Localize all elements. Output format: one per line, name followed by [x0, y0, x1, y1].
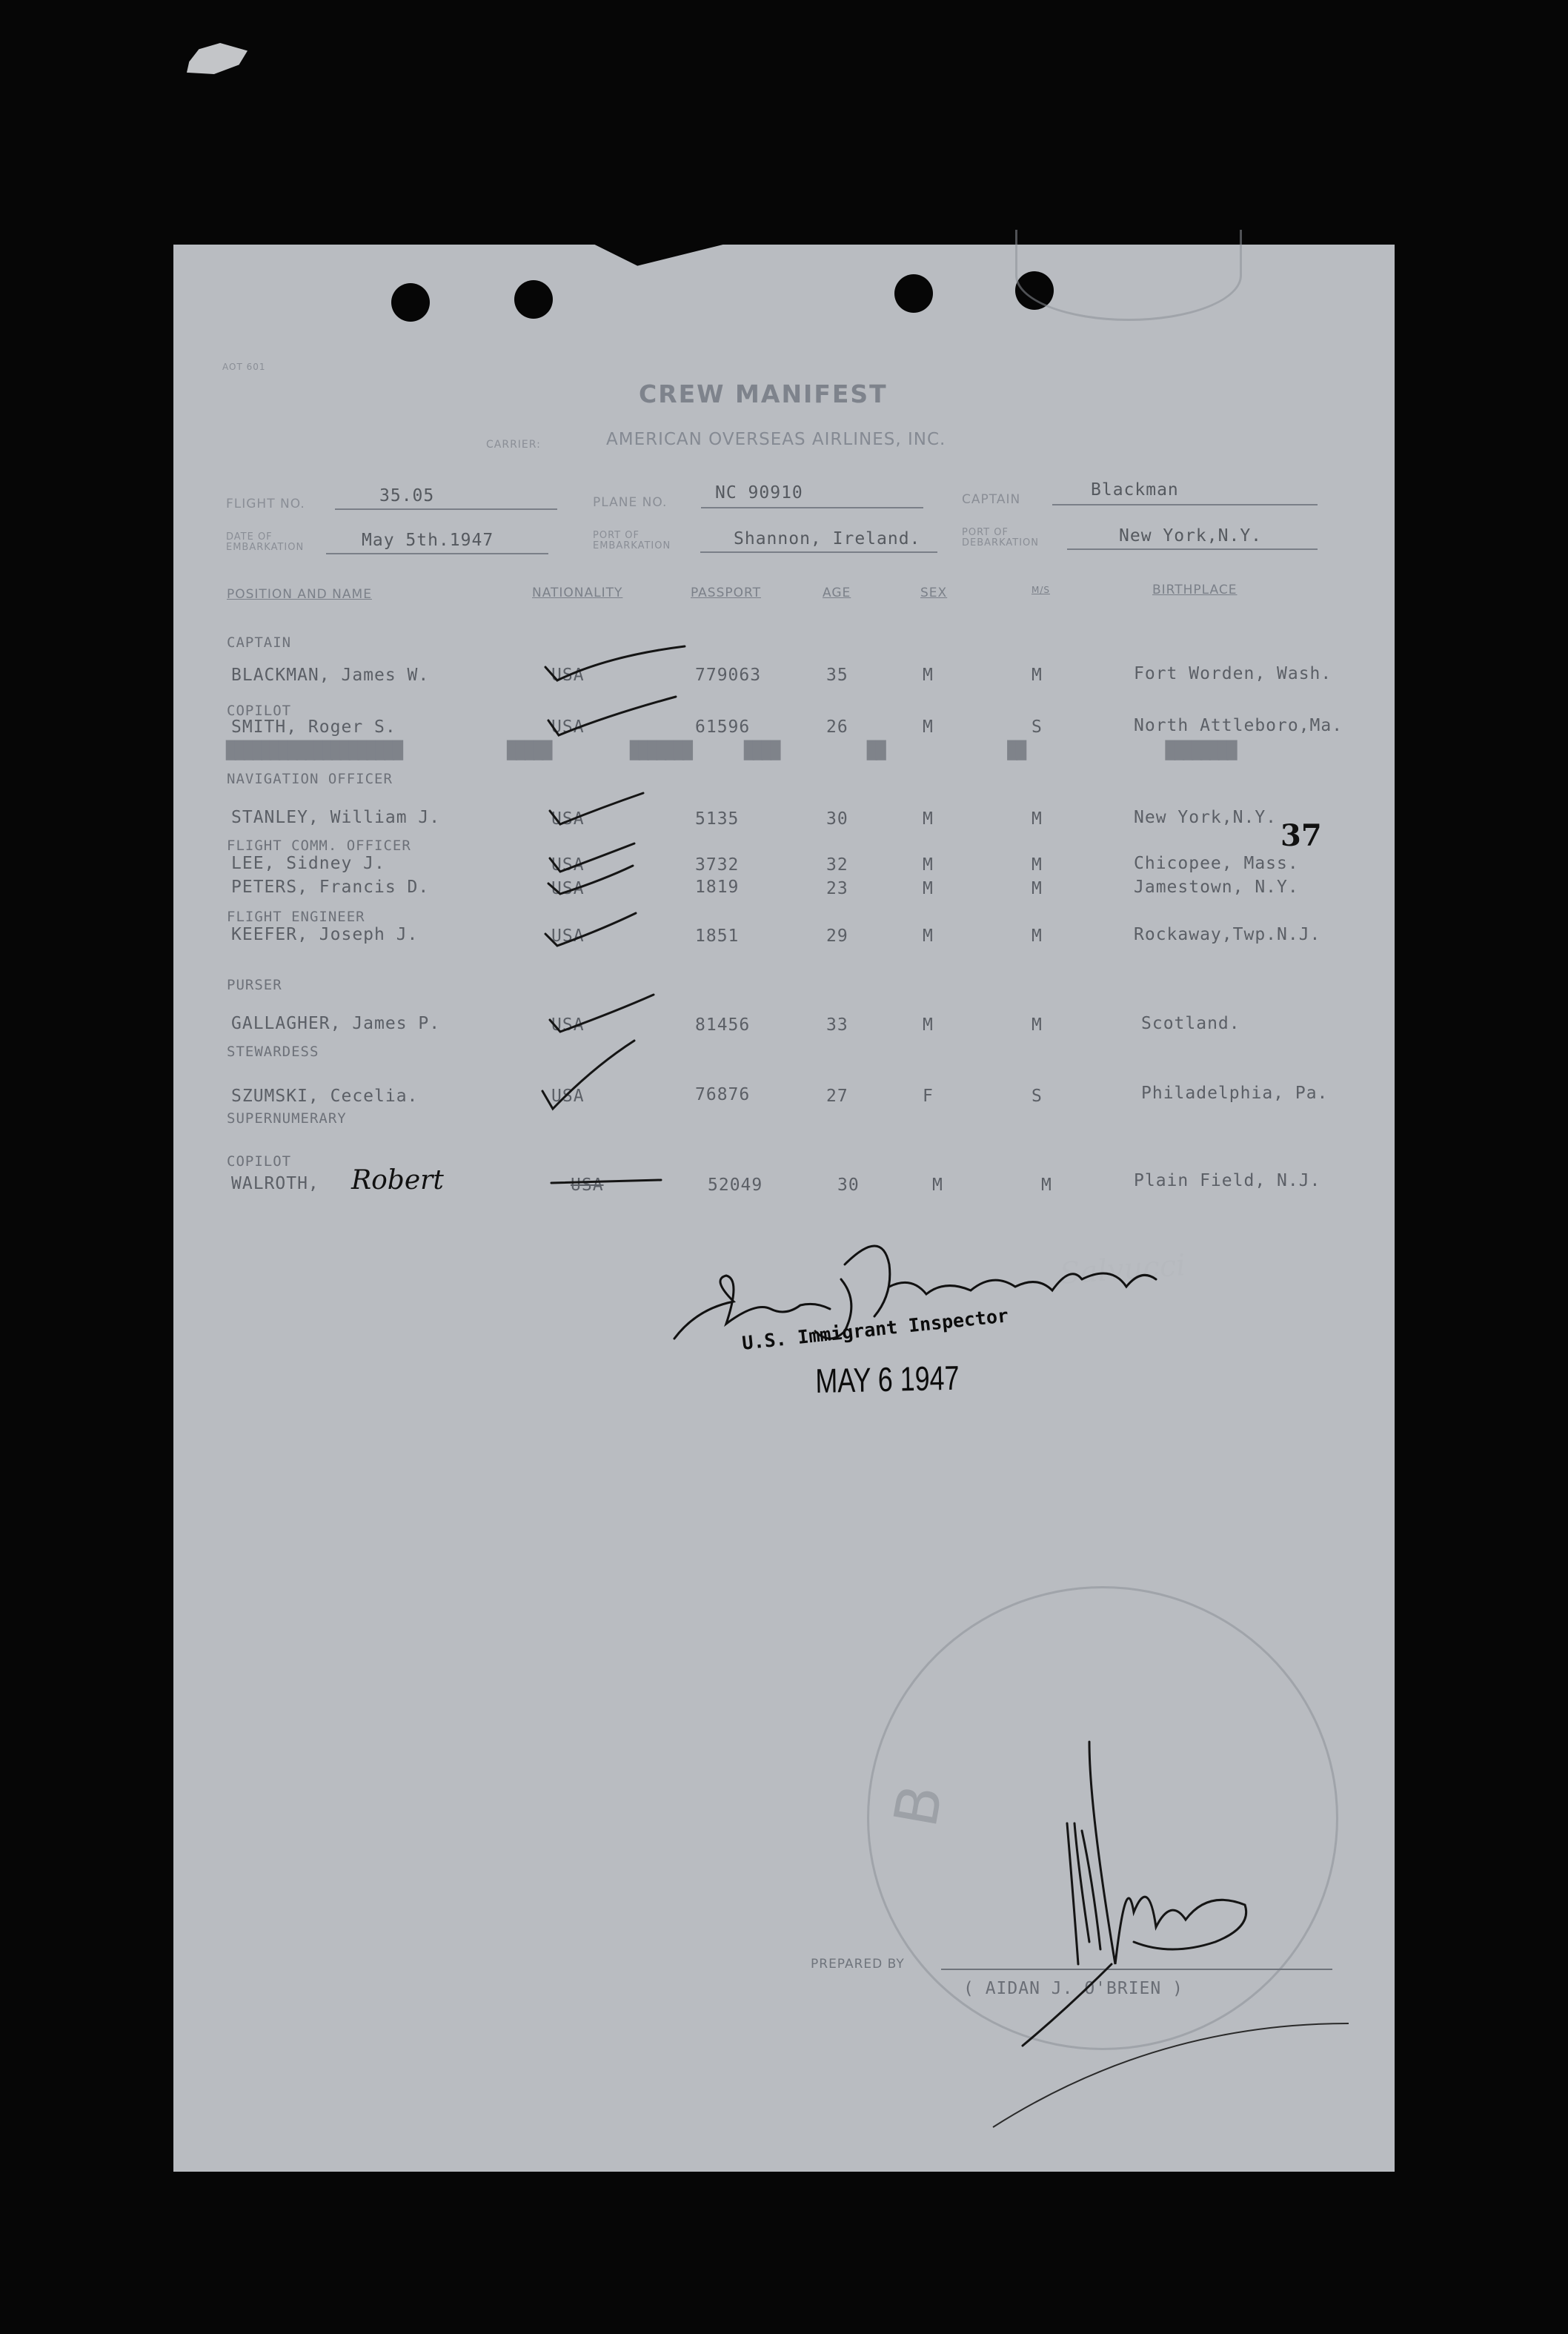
port-debarkation: New York,N.Y.	[1119, 526, 1263, 546]
crew-nationality: USA	[551, 855, 585, 875]
checkmark	[550, 995, 654, 1032]
crew-name: PETERS, Francis D.	[231, 878, 430, 897]
crossout-line	[551, 1180, 661, 1183]
manifest-title: CREW MANIFEST	[639, 379, 888, 408]
captain-name: Blackman	[1091, 480, 1179, 500]
section-supernumerary: SUPERNUMERARY	[227, 1110, 347, 1127]
crew-marital: S	[1032, 717, 1043, 737]
crew-passport: 1819	[695, 878, 740, 897]
crew-name: LEE, Sidney J.	[231, 854, 385, 873]
crew-name: GALLAGHER, James P.	[231, 1014, 441, 1033]
crew-name: KEEFER, Joseph J.	[231, 925, 419, 944]
port-debarkation-label: PORT OF DEBARKATION	[962, 527, 1039, 548]
carrier-name: AMERICAN OVERSEAS AIRLINES, INC.	[606, 430, 946, 449]
section-flight-comm: FLIGHT COMM. OFFICER	[227, 838, 411, 854]
crew-age: 33	[826, 1015, 848, 1035]
crew-passport: 52049	[708, 1176, 763, 1195]
crew-passport: 81456	[695, 1015, 751, 1035]
crew-marital: M	[1041, 1176, 1052, 1195]
crew-marital: M	[1032, 666, 1043, 685]
crew-sex: M	[923, 879, 934, 898]
crew-age: 23	[826, 879, 848, 898]
stamp-date: MAY 6 1947	[815, 1358, 960, 1400]
checkmark	[545, 913, 636, 946]
crew-sex: M	[923, 809, 934, 829]
crew-nationality: USA	[551, 879, 585, 898]
crew-passport: 76876	[695, 1085, 751, 1104]
crew-passport: 1851	[695, 926, 740, 946]
section-copilot: COPILOT	[227, 703, 292, 719]
plane-number: NC 90910	[715, 483, 803, 503]
page-number: 37	[1280, 818, 1322, 853]
prepared-label: PREPARED BY	[811, 1957, 905, 1972]
col-sex: SEX	[920, 586, 948, 600]
crew-marital: M	[1032, 926, 1043, 946]
prepared-name: ( AIDAN J. O'BRIEN )	[963, 1979, 1183, 1998]
crew-name: STANLEY, William J.	[231, 808, 441, 827]
checkmark	[550, 793, 643, 824]
crew-sex: M	[923, 717, 934, 737]
crew-name: BLACKMAN, James W.	[231, 666, 430, 685]
crew-marital: M	[1032, 809, 1043, 829]
section-purser: PURSER	[227, 977, 282, 993]
crew-birthplace: Plain Field, N.J.	[1134, 1171, 1321, 1190]
crew-sex: M	[923, 855, 934, 875]
crew-age: 30	[837, 1176, 860, 1195]
ink-scrawl	[963, 2001, 1378, 2135]
crew-marital: S	[1032, 1087, 1043, 1106]
captain-label: CAPTAIN	[962, 492, 1021, 507]
crew-age: 26	[826, 717, 848, 737]
crew-sex: M	[923, 926, 934, 946]
col-marital: M/S	[1032, 585, 1051, 595]
form-code: AOT 601	[222, 362, 266, 372]
crew-name: WALROTH,	[231, 1174, 319, 1193]
struck-out-row: ████████████████████ █████ ███████ ████ ██ ██ ████████	[226, 741, 1236, 760]
crew-sex: M	[923, 666, 934, 685]
plane-label: PLANE NO.	[593, 495, 668, 510]
crew-age: 29	[826, 926, 848, 946]
crew-age: 32	[826, 855, 848, 875]
section-flight-engineer: FLIGHT ENGINEER	[227, 909, 365, 925]
crew-age: 35	[826, 666, 848, 685]
carrier-label: CARRIER:	[486, 439, 541, 451]
col-passport: PASSPORT	[691, 586, 761, 600]
crew-passport: 3732	[695, 855, 740, 875]
section-copilot-2: COPILOT	[227, 1153, 292, 1170]
crew-name: SMITH, Roger S.	[231, 717, 396, 737]
crew-nationality: USA	[551, 1087, 585, 1106]
crew-birthplace: New York,N.Y.	[1134, 808, 1278, 827]
handwritten-name: Robert	[351, 1165, 444, 1196]
col-position: POSITION AND NAME	[227, 587, 372, 602]
crew-age: 30	[826, 809, 848, 829]
flight-label: FLIGHT NO.	[226, 497, 305, 511]
crew-birthplace: Chicopee, Mass.	[1134, 854, 1299, 873]
checkmark	[548, 866, 633, 894]
crew-birthplace: Fort Worden, Wash.	[1134, 664, 1332, 683]
crew-birthplace: Jamestown, N.Y.	[1134, 878, 1299, 897]
checkmark	[542, 1041, 634, 1109]
crew-passport: 779063	[695, 666, 762, 685]
crew-passport: 61596	[695, 717, 751, 737]
date-label: DATE OF EMBARKATION	[226, 531, 305, 553]
checkmark	[550, 843, 634, 872]
crew-nationality: USA	[551, 717, 585, 737]
col-nationality: NATIONALITY	[532, 586, 623, 600]
crew-nationality: USA	[551, 666, 585, 685]
crew-sex: M	[923, 1015, 934, 1035]
crew-nationality: USA	[571, 1176, 604, 1195]
crew-marital: M	[1032, 1015, 1043, 1035]
crew-nationality: USA	[551, 809, 585, 829]
crew-name: SZUMSKI, Cecelia.	[231, 1087, 419, 1106]
flight-number: 35.05	[379, 486, 435, 505]
section-navigation: NAVIGATION OFFICER	[227, 771, 393, 787]
col-age: AGE	[823, 586, 851, 600]
crew-birthplace: North Attleboro,Ma.	[1134, 716, 1343, 735]
port-embarkation: Shannon, Ireland.	[734, 529, 921, 548]
crew-sex: M	[932, 1176, 943, 1195]
crew-nationality: USA	[551, 1015, 585, 1035]
crew-sex: F	[923, 1087, 934, 1106]
crew-birthplace: Scotland.	[1141, 1014, 1240, 1033]
crew-nationality: USA	[551, 926, 585, 946]
crew-birthplace: Rockaway,Twp.N.J.	[1134, 925, 1321, 944]
checkmark	[545, 646, 685, 680]
section-stewardess: STEWARDESS	[227, 1044, 319, 1060]
checkmark	[548, 697, 676, 735]
crew-birthplace: Philadelphia, Pa.	[1141, 1084, 1329, 1103]
crew-marital: M	[1032, 879, 1043, 898]
embarkation-date: May 5th.1947	[362, 531, 494, 550]
col-birthplace: BIRTHPLACE	[1152, 583, 1238, 597]
crew-age: 27	[826, 1087, 848, 1106]
crew-marital: M	[1032, 855, 1043, 875]
port-embarkation-label: PORT OF EMBARKATION	[593, 530, 671, 551]
crew-passport: 5135	[695, 809, 740, 829]
seal-letter: B	[880, 1780, 957, 1832]
section-captain: CAPTAIN	[227, 634, 292, 651]
inspector-title: U.S. Immigrant Inspector	[741, 1304, 1010, 1354]
